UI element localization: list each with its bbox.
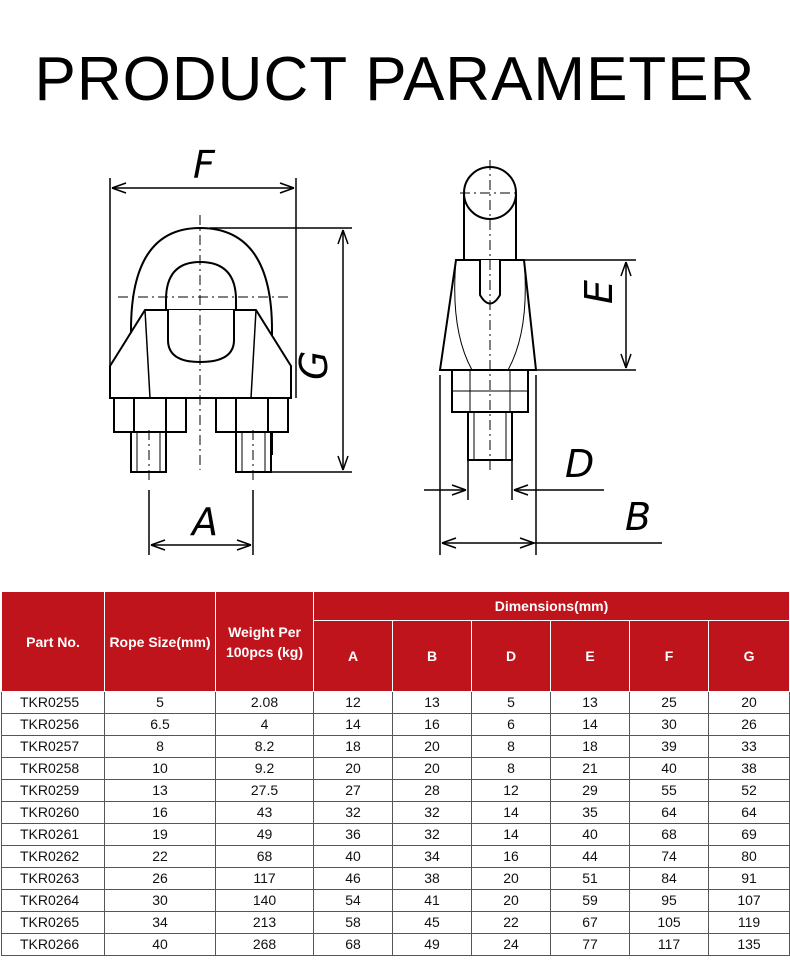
- cell-b: 41: [393, 890, 472, 912]
- cell-weight: 213: [216, 912, 314, 934]
- cell-part-no: TKR0255: [2, 692, 105, 714]
- cell-weight: 117: [216, 868, 314, 890]
- cell-a: 58: [314, 912, 393, 934]
- cell-a: 36: [314, 824, 393, 846]
- cell-e: 77: [551, 934, 630, 956]
- table-row: [2, 780, 790, 802]
- cell-weight: 140: [216, 890, 314, 912]
- label-F: F: [193, 143, 215, 187]
- header-dim-a: A: [314, 621, 393, 692]
- label-A: A: [192, 500, 218, 544]
- cell-part-no: TKR0265: [2, 912, 105, 934]
- cell-d: 6: [472, 714, 551, 736]
- cell-d: 20: [472, 890, 551, 912]
- cell-f: 55: [630, 780, 709, 802]
- table-row: [2, 824, 790, 846]
- cell-rope-size: 6.5: [105, 714, 216, 736]
- cell-e: 14: [551, 714, 630, 736]
- cell-d: 8: [472, 736, 551, 758]
- header-dimensions: Dimensions(mm): [314, 592, 790, 621]
- cell-a: 12: [314, 692, 393, 714]
- table-row: [2, 714, 790, 736]
- cell-rope-size: 13: [105, 780, 216, 802]
- cell-f: 105: [630, 912, 709, 934]
- table-row: [2, 692, 790, 714]
- cell-a: 46: [314, 868, 393, 890]
- cell-part-no: TKR0262: [2, 846, 105, 868]
- cell-f: 40: [630, 758, 709, 780]
- cell-f: 30: [630, 714, 709, 736]
- table-row: [2, 758, 790, 780]
- cell-e: 13: [551, 692, 630, 714]
- cell-weight: 43: [216, 802, 314, 824]
- cell-f: 64: [630, 802, 709, 824]
- cell-b: 49: [393, 934, 472, 956]
- cell-d: 24: [472, 934, 551, 956]
- cell-b: 32: [393, 824, 472, 846]
- cell-weight: 268: [216, 934, 314, 956]
- cell-rope-size: 22: [105, 846, 216, 868]
- cell-g: 80: [709, 846, 790, 868]
- cell-d: 12: [472, 780, 551, 802]
- cell-weight: 68: [216, 846, 314, 868]
- header-rope-size: Rope Size(mm): [105, 592, 216, 692]
- cell-b: 45: [393, 912, 472, 934]
- cell-e: 21: [551, 758, 630, 780]
- cell-d: 22: [472, 912, 551, 934]
- cell-e: 29: [551, 780, 630, 802]
- cell-part-no: TKR0263: [2, 868, 105, 890]
- table-row: [2, 802, 790, 824]
- cell-f: 39: [630, 736, 709, 758]
- header-dim-f: F: [630, 621, 709, 692]
- cell-g: 135: [709, 934, 790, 956]
- cell-g: 119: [709, 912, 790, 934]
- cell-part-no: TKR0258: [2, 758, 105, 780]
- cell-a: 32: [314, 802, 393, 824]
- cell-part-no: TKR0261: [2, 824, 105, 846]
- table-body: [2, 692, 790, 956]
- cell-f: 25: [630, 692, 709, 714]
- cell-rope-size: 40: [105, 934, 216, 956]
- cell-e: 44: [551, 846, 630, 868]
- header-dim-b: B: [393, 621, 472, 692]
- cell-d: 14: [472, 824, 551, 846]
- cell-a: 54: [314, 890, 393, 912]
- cell-g: 33: [709, 736, 790, 758]
- cell-weight: 27.5: [216, 780, 314, 802]
- label-D: D: [565, 442, 595, 486]
- cell-f: 95: [630, 890, 709, 912]
- cell-b: 20: [393, 758, 472, 780]
- table-row: [2, 934, 790, 956]
- cell-b: 32: [393, 802, 472, 824]
- cell-a: 40: [314, 846, 393, 868]
- cell-e: 40: [551, 824, 630, 846]
- cell-part-no: TKR0259: [2, 780, 105, 802]
- dimension-E: [524, 260, 636, 370]
- cell-a: 18: [314, 736, 393, 758]
- label-B: B: [625, 495, 652, 539]
- cell-g: 91: [709, 868, 790, 890]
- cell-d: 16: [472, 846, 551, 868]
- cell-rope-size: 16: [105, 802, 216, 824]
- cell-e: 18: [551, 736, 630, 758]
- cell-weight: 9.2: [216, 758, 314, 780]
- label-G: G: [292, 350, 336, 380]
- parameter-table: [1, 591, 790, 956]
- table-row: [2, 890, 790, 912]
- cell-d: 5: [472, 692, 551, 714]
- cell-b: 20: [393, 736, 472, 758]
- cell-part-no: TKR0266: [2, 934, 105, 956]
- cell-rope-size: 10: [105, 758, 216, 780]
- cell-part-no: TKR0264: [2, 890, 105, 912]
- label-E: E: [577, 279, 621, 304]
- cell-d: 8: [472, 758, 551, 780]
- header-dim-e: E: [551, 621, 630, 692]
- header-part-no: Part No.: [2, 592, 105, 692]
- cell-g: 69: [709, 824, 790, 846]
- cell-rope-size: 34: [105, 912, 216, 934]
- cell-weight: 4: [216, 714, 314, 736]
- cell-part-no: TKR0256: [2, 714, 105, 736]
- cell-g: 38: [709, 758, 790, 780]
- cell-weight: 49: [216, 824, 314, 846]
- cell-rope-size: 5: [105, 692, 216, 714]
- cell-f: 117: [630, 934, 709, 956]
- cell-f: 84: [630, 868, 709, 890]
- cell-d: 14: [472, 802, 551, 824]
- table-row: [2, 846, 790, 868]
- header-dim-d: D: [472, 621, 551, 692]
- cell-b: 16: [393, 714, 472, 736]
- page-title: PRODUCT PARAMETER: [34, 45, 756, 114]
- cell-e: 51: [551, 868, 630, 890]
- cell-a: 27: [314, 780, 393, 802]
- cell-e: 67: [551, 912, 630, 934]
- table-row: [2, 912, 790, 934]
- cell-g: 64: [709, 802, 790, 824]
- cell-b: 34: [393, 846, 472, 868]
- table-row: [2, 736, 790, 758]
- cell-a: 14: [314, 714, 393, 736]
- cell-weight: 2.08: [216, 692, 314, 714]
- cell-part-no: TKR0257: [2, 736, 105, 758]
- cell-a: 68: [314, 934, 393, 956]
- cell-weight: 8.2: [216, 736, 314, 758]
- cell-a: 20: [314, 758, 393, 780]
- cell-f: 74: [630, 846, 709, 868]
- cell-b: 13: [393, 692, 472, 714]
- cell-rope-size: 8: [105, 736, 216, 758]
- side-view-drawing: [440, 167, 536, 460]
- cell-g: 52: [709, 780, 790, 802]
- cell-rope-size: 26: [105, 868, 216, 890]
- table-row: [2, 868, 790, 890]
- cell-f: 68: [630, 824, 709, 846]
- cell-e: 59: [551, 890, 630, 912]
- cell-g: 26: [709, 714, 790, 736]
- cell-g: 20: [709, 692, 790, 714]
- cell-rope-size: 30: [105, 890, 216, 912]
- cell-rope-size: 19: [105, 824, 216, 846]
- cell-e: 35: [551, 802, 630, 824]
- cell-g: 107: [709, 890, 790, 912]
- cell-d: 20: [472, 868, 551, 890]
- cell-b: 38: [393, 868, 472, 890]
- header-dim-g: G: [709, 621, 790, 692]
- cell-part-no: TKR0260: [2, 802, 105, 824]
- cell-b: 28: [393, 780, 472, 802]
- header-weight: Weight Per 100pcs (kg): [216, 592, 314, 692]
